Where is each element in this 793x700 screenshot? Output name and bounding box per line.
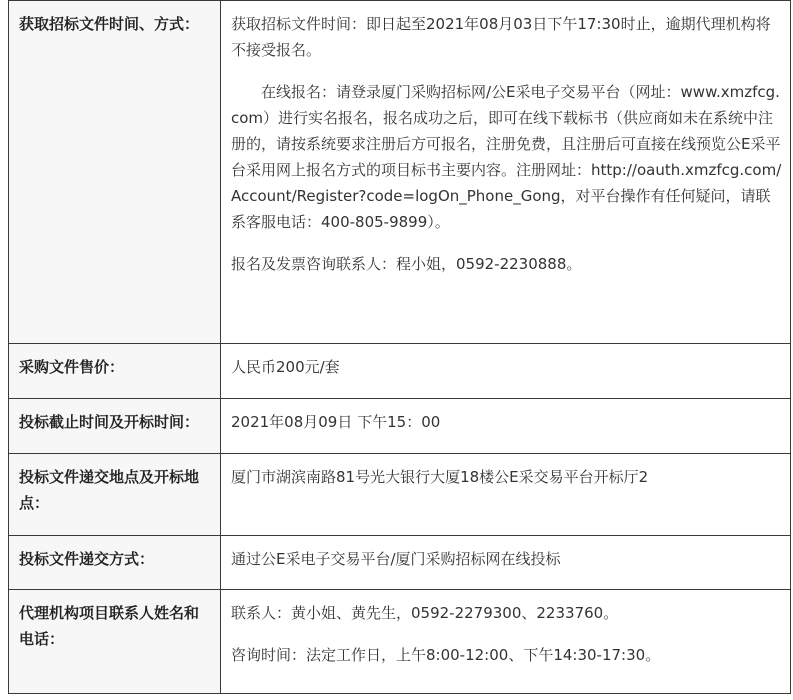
row-value-submission-location bbox=[221, 454, 791, 536]
row-label-document-acquisition: 获取招标文件时间、方式： bbox=[9, 1, 221, 344]
row-label-deadline: 投标截止时间及开标时间： bbox=[9, 399, 221, 454]
document-price-text: 人民币200元/套 bbox=[231, 358, 340, 376]
row-label-submission-method: 投标文件递交方式： bbox=[9, 536, 221, 590]
submission-location-text: 厦门市湖滨南路81号光大银行大厦18楼公E采交易平台开标厅2 bbox=[231, 468, 649, 486]
row-value-document-acquisition bbox=[221, 1, 791, 344]
tender-info-table bbox=[8, 0, 791, 694]
row-value-deadline bbox=[221, 399, 791, 454]
deadline-text: 2021年08月09日 下午15：00 bbox=[231, 413, 441, 431]
row-value-submission-method bbox=[221, 536, 791, 590]
row-value-document-price bbox=[221, 344, 791, 399]
table-row bbox=[9, 1, 791, 344]
row-label-document-price: 采购文件售价： bbox=[9, 344, 221, 399]
agency-contact-text: 联系人：黄小姐、黄先生，0592-2279300、2233760。 bbox=[231, 604, 619, 622]
submission-method-text: 通过公E采电子交易平台/厦门采购招标网在线投标 bbox=[231, 550, 561, 568]
table-row bbox=[9, 536, 791, 590]
table-row bbox=[9, 344, 791, 399]
consultation-hours-text: 咨询时间：法定工作日，上午8:00-12:00、下午14:30-17:30。 bbox=[231, 646, 661, 664]
table-row bbox=[9, 399, 791, 454]
acquisition-time-text: 获取招标文件时间：即日起至2021年08月03日下午17:30时止，逾期代理机构将不接受报名。 bbox=[231, 15, 771, 59]
row-label-agency-contact: 代理机构项目联系人姓名和电话： bbox=[9, 590, 221, 694]
online-registration-text: 在线报名：请登录厦门采购招标网/公E采电子交易平台（网址：www.xmzfcg.com）进行实名报名，报名成功之后，即可在线下载标书（供应商如未在系统中注册的，请按系统要求注册后方可报名，注册免费，且注册后可直接在线预览公E采平台采用网上报名方式的项目标书主要内容。注册网址：http://oauth.xmzfcg.com/Account/Register?code=logOn_Phone_Gong，对平台操作有任何疑问，请联系客服电话：400-805-9899）。 bbox=[231, 83, 782, 231]
row-value-agency-contact bbox=[221, 590, 791, 694]
table-row bbox=[9, 590, 791, 694]
registration-contact-text: 报名及发票咨询联系人：程小姐，0592-2230888。 bbox=[231, 255, 582, 273]
table-row bbox=[9, 454, 791, 536]
row-label-submission-location: 投标文件递交地点及开标地点： bbox=[9, 454, 221, 536]
